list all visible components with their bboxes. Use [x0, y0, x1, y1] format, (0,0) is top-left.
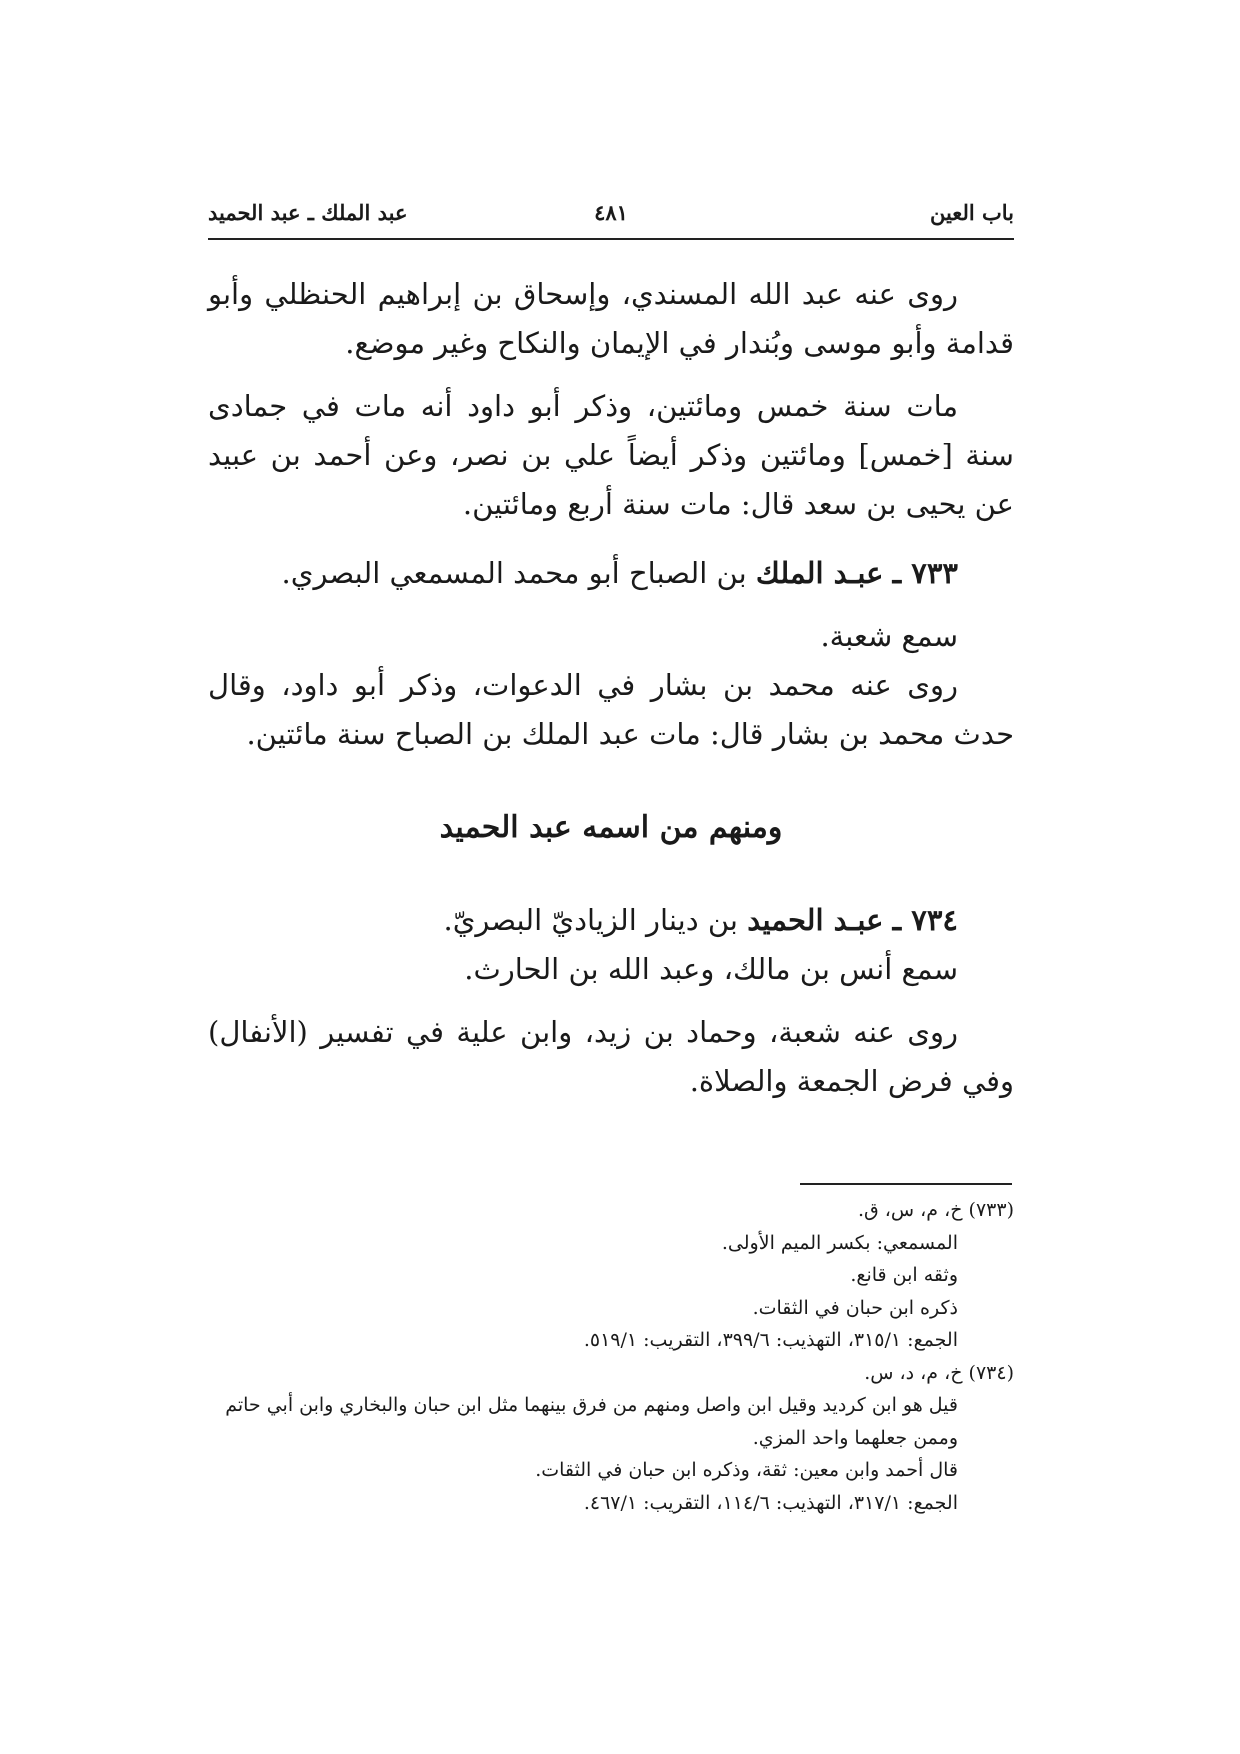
paragraph-death-date: مات سنة خمس ومائتين، وذكر أبو داود أنه مات في جمادى سنة [خمس] ومائتين وذكر أيضاً علي بن نصر، وعن أحمد بن عبيد عن يحيى بن سعد قال: مات سنة أربع ومائتين.	[208, 389, 1014, 521]
entry-number: ٧٣٣ ـ	[892, 556, 958, 590]
footnote-734	[208, 1357, 1014, 1520]
entry-description: بن الصباح أبو محمد المسمعي البصري.	[281, 556, 756, 590]
footnote-line: الجمع: ٣١٥/١، التهذيب: ٣٩٩/٦، التقريب: ٥١٩/١.	[583, 1329, 958, 1351]
running-header	[208, 200, 1014, 234]
footnote-line: الجمع: ٣١٧/١، التهذيب: ١١٤/٦، التقريب: ٤٦٧/١.	[583, 1491, 958, 1514]
section-heading: ومنهم من اسمه عبد الحميد	[439, 810, 783, 845]
footnote-line: (٧٣٣) خ، م، س، ق.	[857, 1199, 1014, 1221]
entry-734	[208, 896, 1014, 945]
footnote-line: قال أحمد وابن معين: ثقة، وذكره ابن حبان في الثقات.	[535, 1459, 958, 1481]
footnote-line: وثقه ابن قانع.	[850, 1264, 958, 1286]
footnote-line: ذكره ابن حبان في الثقات.	[752, 1296, 958, 1319]
paragraph-heard-from: سمع أنس بن مالك، وعبد الله بن الحارث.	[464, 952, 958, 986]
entry-733	[208, 549, 1014, 598]
running-title: عبد الملك ـ عبد الحميد	[208, 200, 408, 225]
main-text	[208, 270, 1014, 1106]
entry-number: ٧٣٤ ـ	[892, 903, 958, 937]
paragraph-narrated-by: روى عنه شعبة، وحماد بن زيد، وابن علية في تفسير (الأنفال) وفي فرض الجمعة والصلاة.	[208, 1015, 1014, 1098]
footnote-733	[208, 1194, 1014, 1357]
entry-name: عبـد الملك	[755, 556, 884, 590]
footnote-line: (٧٣٤) خ، م، د، س.	[864, 1361, 1014, 1384]
footnote-divider	[800, 1183, 1012, 1185]
page-number: ٤٨١	[594, 200, 628, 225]
paragraph-narrated-by: روى عنه محمد بن بشار في الدعوات، وذكر أبو داود، وقال حدث محمد بن بشار قال: مات عبد الملك بن الصباح سنة مائتين.	[208, 668, 1014, 751]
header-divider	[208, 238, 1014, 240]
paragraph-heard-from: سمع شعبة.	[820, 619, 958, 653]
paragraph-narrators: روى عنه عبد الله المسندي، وإسحاق بن إبراهيم الحنظلي وأبو قدامة وأبو موسى وبُندار في الإيمان والنكاح وغير موضع.	[208, 277, 1014, 360]
entry-name: عبـد الحميد	[747, 903, 884, 937]
footnote-line: المسمعي: بكسر الميم الأولى.	[721, 1231, 958, 1254]
chapter-title: باب العين	[929, 200, 1014, 225]
entry-description: بن دينار الزياديّ البصريّ.	[443, 903, 748, 937]
footnotes	[208, 1194, 1014, 1519]
footnote-line: قيل هو ابن كرديد وقيل ابن واصل ومنهم من فرق بينهما مثل ابن حبان والبخاري وابن أبي حاتم وممن جعلهما واحد المزي.	[225, 1394, 958, 1449]
